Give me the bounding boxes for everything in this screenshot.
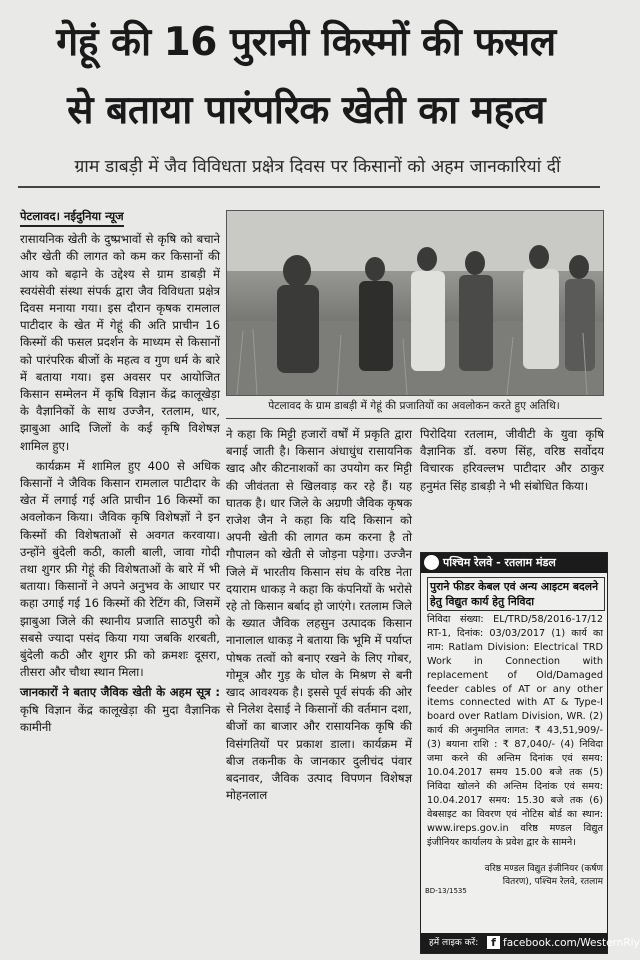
subheadline: ग्राम डाबड़ी में जैव विविधता प्रक्षेत्र दिवस पर किसानों को अहम जानकारियां दीं	[74, 157, 561, 177]
article-paragraph-3	[20, 684, 220, 736]
article-paragraph-3-text: कृषि विज्ञान केंद्र कालूखेड़ा की मुदा वैज्ञानिक कामीनी	[20, 702, 220, 734]
ad-header-text: पश्चिम रेलवे - रतलाम मंडल	[443, 556, 556, 569]
article-photo	[226, 210, 604, 396]
ad-title: पुराने फीडर केबल एवं अन्य आइटम बदलने हेतु विद्युत कार्य हेतु निविदा	[427, 577, 605, 611]
ad-code: BD-13/1535	[425, 887, 467, 895]
ad-body: निविदा संख्या: EL/TRD/58/2016-17/12 RT-1, दिनांक: 03/03/2017 (1) कार्य का नाम: Ratlam Division: Electrical TRD Work in Connection with replacement of Old/Damaged feeder cables of AT or any other items connected with AT & Type-I board over Ratlam Division, WR. (2) कार्य की अनुमानित लागत: ₹ 43,51,909/- (3) बयाना राशि : ₹ 87,040/- (4) निविदा जमा करने की अन्तिम दिनांक एवं समय: 10.04.2017 समय 15.00 बजे तक (5) निविदा खोलने की अन्तिम दिनांक एवं समय: 10.04.2017 समय: 15.30 बजे तक (6) वेबसाइट का विवरण एवं नोटिस बोर्ड का स्थान: www.ireps.gov.in वरिष्ठ मण्डल विद्युत इंजीनियर कार्यालय के प्रवेश द्वार के सामने।	[427, 614, 603, 848]
headline-line-2: से बताया पारंपरिक खेती का महत्व	[67, 88, 545, 133]
headline-divider	[18, 186, 600, 188]
photo-illustration	[227, 211, 603, 395]
column-2-text: ने कहा कि मिट्टी हजारों वर्षों में प्रकृति द्वारा बनाई जाती है। किसान अंधाधुंध रासायनिक खाद और कीटनाशकों का उपयोग कर मिट्टी की जीवंतता से खिलवाड़ कर रहे हैं। यह घातक है। धार जिले के अग्रणी जैविक कृषक राजेश जैन ने कहा कि यदि किसान को अपनी खेती की लागत कम करना है तो गौपालन को खेती से जोड़ना पड़ेगा। उज्जैन जिले में भारतीय किसान संघ के वरिष्ठ नेता दयाराम धाकड़ ने कहा कि कंपनियों के भरोसे रहे तो किसान बर्बाद हो जाएंगे। रतलाम जिले के ख्यात जैविक लहसुन उत्पादक किसान नानालाल धाकड़ ने बताया कि भूमि में पर्याप्त पोषक तत्वों को बनाए रखने के लिए गोबर, गोमूत्र और गुड़ के घोल के मिश्रण से बनी खाद आवश्यक है। इससे पूर्व संपर्क की ओर से निलेश देसाई ने किसानों की वर्तमान दशा, बीजों का बाजार और रासायनिक कृषि की विसंगतियों पर प्रकाश डाला। कार्यक्रम में बीज तकनीक के जानकार दुलीचंद पंवार बदनावर, जैविक उत्पाद विपणन विशेषज्ञ मोहनलाल	[226, 427, 412, 803]
railway-logo-icon	[424, 555, 439, 570]
byline: पेटलावद। नईदुनिया न्यूज	[20, 208, 124, 227]
ad-footer-label: हमें लाइक करें:	[429, 938, 479, 948]
article-paragraph-1: रासायनिक खेती के दुष्प्रभावों से कृषि को बचाने और खेती की लागत को कम कर किसानों की आय को बढ़ाने के उद्देश्य से ग्राम डाबड़ी में स्वयंसेवी संस्था संपर्क द्वारा जैव विविधता प्रक्षेत्र दिवस मनाया गया। इस दौरान कृषक रामलाल पाटीदार के खेत में गेहूं की अति प्राचीन 16 किस्मों की फसल प्रदर्शन के माध्यम से किसानों को पारंपरिक बीजों के महत्व व गुण धर्म के बारे में बताया गया। इस अवसर पर आयोजित किसान सम्मेलन में कृषि विज्ञान केंद्र कालूखेड़ा के वैज्ञानिकों के साथ उज्जैन, रतलाम, धार, झाबुआ आदि जिलों के कई कृषि विशेषज्ञ शामिल हुए।	[20, 232, 220, 453]
railway-tender-ad	[420, 552, 640, 954]
ad-header	[421, 553, 607, 573]
headline-line-1: गेहूं की 16 पुरानी किस्मों की फसल	[56, 20, 556, 65]
facebook-icon: f	[487, 936, 500, 949]
photo-caption: पेटलावद के ग्राम डाबड़ी में गेहूं की प्रजातियों का अवलोकन करते हुए अतिथि।	[268, 400, 560, 412]
column-2	[226, 426, 412, 804]
column-3	[420, 426, 604, 495]
ad-signature: वरिष्ठ मण्डल विद्युत इंजीनियर (कर्षण वितरण), पश्चिम रेलवे, रतलाम	[484, 864, 603, 887]
column-3-text: पिरोदिया रतलाम, जीवीटी के युवा कृषि वैज्ञानिक डॉ. वरुण सिंह, वरिष्ठ सर्वोदय विचारक हरिवल्लभ पाटीदार और ठाकुर हनुमंत सिंह डाबड़ी ने भी संबोधित किया।	[420, 427, 604, 493]
column-1	[20, 208, 220, 736]
caption-divider	[226, 418, 602, 419]
article-paragraph-2: कार्यक्रम में शामिल हुए 400 से अधिक किसानों ने जैविक किसान रामलाल पाटीदार के खेत में लगाई गई अति प्राचीन 16 किस्मों का अवलोकन किया। जैविक कृषि विशेषज्ञों ने इन किस्मों की विशेषताओं से अवगत करवाया। उन्होंने बुंदेली कठी, काली बाली, जावा गोदी तथा शुगर फ्री गेहूं की विशेषताओं के बारे में भी बताया। किसानों ने अपने अनुभव के आधार पर कहा उगाई गई 16 किस्मों की रेटिंग की, जिसमें झाबुआ जिले की स्थानीय प्रजाति साठपुरी को सबसे ज्यादा पसंद किया गया जबकि शरबती, बुंदेली कठी और शुगर फ्री को क्रमशः दूसरा, तीसरा और चौथा स्थान मिला।	[20, 458, 220, 680]
facebook-link[interactable]: facebook.com/WesternRly	[503, 937, 640, 949]
article-subheading: जानकारों ने बताए जैविक खेती के अहम सूत्र :	[20, 685, 220, 700]
ad-footer	[421, 933, 640, 953]
